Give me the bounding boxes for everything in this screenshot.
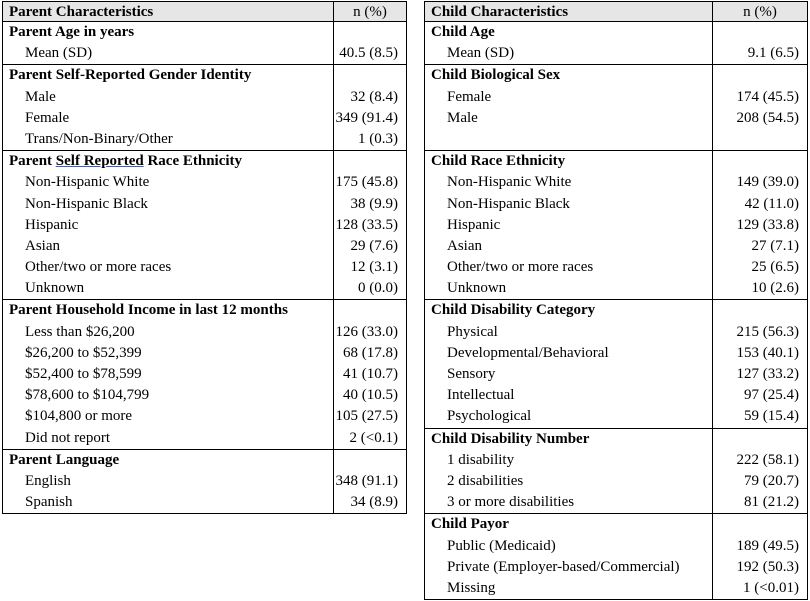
row-value: 81 (21.2): [744, 494, 799, 511]
row-label: Other/two or more races: [447, 259, 594, 276]
section-title: Parent Age in years: [9, 24, 135, 40]
row-label: Unknown: [447, 280, 507, 297]
row-value: 32 (8.4): [350, 88, 398, 105]
row-label: Non-Hispanic White: [25, 174, 150, 191]
row-value: 222 (58.1): [736, 451, 799, 468]
row-label: Asian: [25, 237, 60, 254]
row-value: 42 (11.0): [744, 195, 799, 212]
row-value: 27 (7.1): [751, 237, 799, 254]
table-header: [424, 1, 808, 22]
row-label: Female: [447, 88, 492, 105]
row-label: Non-Hispanic Black: [447, 195, 570, 212]
row-value: 1 (<0.01): [743, 579, 799, 596]
section-title-spacer: [713, 514, 807, 535]
row-value: 97 (25.4): [744, 387, 799, 404]
row-label: English: [25, 472, 71, 489]
row-value: 40.5 (8.5): [339, 45, 398, 62]
table-section: [424, 514, 808, 600]
table-section: [2, 151, 407, 300]
row-value: 215 (56.3): [736, 323, 799, 340]
row-value: 59 (15.4): [744, 408, 799, 425]
row-label: $52,400 to $78,599: [25, 366, 142, 382]
row-value: 105 (27.5): [335, 408, 398, 425]
child-characteristics-table: [424, 1, 808, 600]
row-value: 12 (3.1): [350, 259, 398, 276]
table-section: [2, 300, 407, 449]
section-title-part: Parent: [9, 153, 56, 170]
row-value: 348 (91.1): [335, 472, 398, 489]
row-label: Physical: [447, 323, 498, 340]
section-title: Child Age: [431, 24, 495, 40]
section-title-spacer: [713, 65, 807, 86]
row-label: Non-Hispanic Black: [25, 195, 148, 212]
table-section: [424, 22, 808, 65]
section-title: Child Race Ethnicity: [431, 153, 566, 170]
section-title-spacer: [334, 151, 406, 172]
section-title: Child Payor: [431, 516, 509, 533]
row-value: 126 (33.0): [335, 323, 398, 340]
row-label: $26,200 to $52,399: [25, 344, 142, 361]
section-title: Parent Self-Reported Gender Identity: [9, 67, 252, 84]
row-label: Did not report: [25, 429, 110, 446]
row-value: 127 (33.2): [736, 366, 799, 382]
section-title-spacer: [334, 300, 406, 321]
row-label: 3 or more disabilities: [447, 494, 575, 511]
row-value: 174 (45.5): [736, 88, 799, 105]
row-label: $104,800 or more: [25, 408, 133, 425]
section-title-spacer: [334, 22, 406, 43]
header-label: Parent Characteristics: [3, 2, 334, 21]
row-label: [425, 129, 712, 150]
row-value: 9.1 (6.5): [747, 45, 799, 62]
row-label: Sensory: [447, 366, 496, 382]
section-title-spacer: [334, 65, 406, 86]
header-label: Child Characteristics: [425, 2, 713, 21]
section-title: Child Biological Sex: [431, 67, 561, 84]
row-value: 38 (9.9): [350, 195, 398, 212]
row-value: 79 (20.7): [744, 472, 799, 489]
row-value: 1 (0.3): [358, 130, 398, 147]
row-label: $78,600 to $104,799: [25, 387, 150, 404]
section-title-spacer: [713, 151, 807, 172]
row-label: Hispanic: [25, 216, 79, 233]
row-label: Mean (SD): [447, 45, 515, 62]
row-label: Other/two or more races: [25, 259, 172, 276]
row-value: 189 (49.5): [736, 537, 799, 554]
row-value: 175 (45.8): [335, 174, 398, 191]
row-label: Less than $26,200: [25, 323, 135, 340]
row-value: 40 (10.5): [343, 387, 398, 404]
row-value: 29 (7.6): [350, 237, 398, 254]
section-title: Child Disability Number: [431, 430, 590, 447]
row-label: Hispanic: [447, 216, 501, 233]
table-section: [2, 22, 407, 65]
table-section: [424, 151, 808, 300]
section-title: Child Disability Category: [431, 302, 596, 319]
header-count: n (%): [353, 4, 387, 20]
section-title-part: Race Ethnicity: [143, 153, 243, 170]
row-label: Public (Medicaid): [447, 537, 556, 554]
row-value: 25 (6.5): [751, 259, 799, 276]
section-title-spacer: [713, 429, 807, 450]
row-value: 0 (0.0): [358, 280, 398, 297]
row-value: 34 (8.9): [350, 494, 398, 511]
section-title: [3, 151, 333, 172]
section-title: Parent Language: [9, 451, 120, 468]
row-label: Male: [447, 109, 478, 126]
table-section: [2, 450, 407, 515]
row-value: 153 (40.1): [736, 344, 799, 361]
section-title-spacer: [713, 300, 807, 321]
section-title-spacer: [713, 22, 807, 43]
row-label: Non-Hispanic White: [447, 174, 572, 191]
row-label: Female: [25, 109, 70, 126]
row-value: 2 (<0.1): [349, 429, 398, 446]
row-label: Spanish: [25, 494, 73, 511]
row-label: Asian: [447, 237, 482, 254]
header-count: n (%): [743, 4, 777, 20]
row-label: Psychological: [447, 408, 532, 425]
row-value: 208 (54.5): [736, 109, 799, 126]
parent-characteristics-table: [2, 1, 407, 514]
row-label: Private (Employer-based/Commercial): [447, 558, 680, 575]
row-label: Intellectual: [447, 387, 515, 404]
row-value: 10 (2.6): [751, 280, 799, 297]
table-section: [424, 65, 808, 151]
row-value: 128 (33.5): [335, 216, 398, 233]
row-value: 129 (33.8): [736, 216, 799, 233]
row-label: Male: [25, 88, 56, 105]
section-title: Parent Household Income in last 12 months: [9, 302, 288, 319]
table-section: [424, 429, 808, 515]
table-section: [2, 65, 407, 151]
row-label: Unknown: [25, 280, 85, 297]
row-value: 68 (17.8): [343, 344, 398, 361]
section-title-spacer: [334, 450, 406, 471]
row-label: Missing: [447, 579, 496, 596]
row-label: Mean (SD): [25, 45, 93, 62]
row-value: 41 (10.7): [343, 366, 398, 382]
row-value: [713, 129, 807, 150]
row-label: 1 disability: [447, 451, 515, 468]
row-label: 2 disabilities: [447, 472, 524, 489]
row-label: Developmental/Behavioral: [447, 344, 609, 361]
table-header: [2, 1, 407, 22]
row-label: Trans/Non-Binary/Other: [25, 130, 173, 147]
table-section: [424, 300, 808, 428]
section-title-part: Self Reported: [55, 153, 144, 170]
row-value: 149 (39.0): [736, 174, 799, 191]
row-value: 349 (91.4): [335, 109, 398, 126]
row-value: 192 (50.3): [736, 558, 799, 575]
